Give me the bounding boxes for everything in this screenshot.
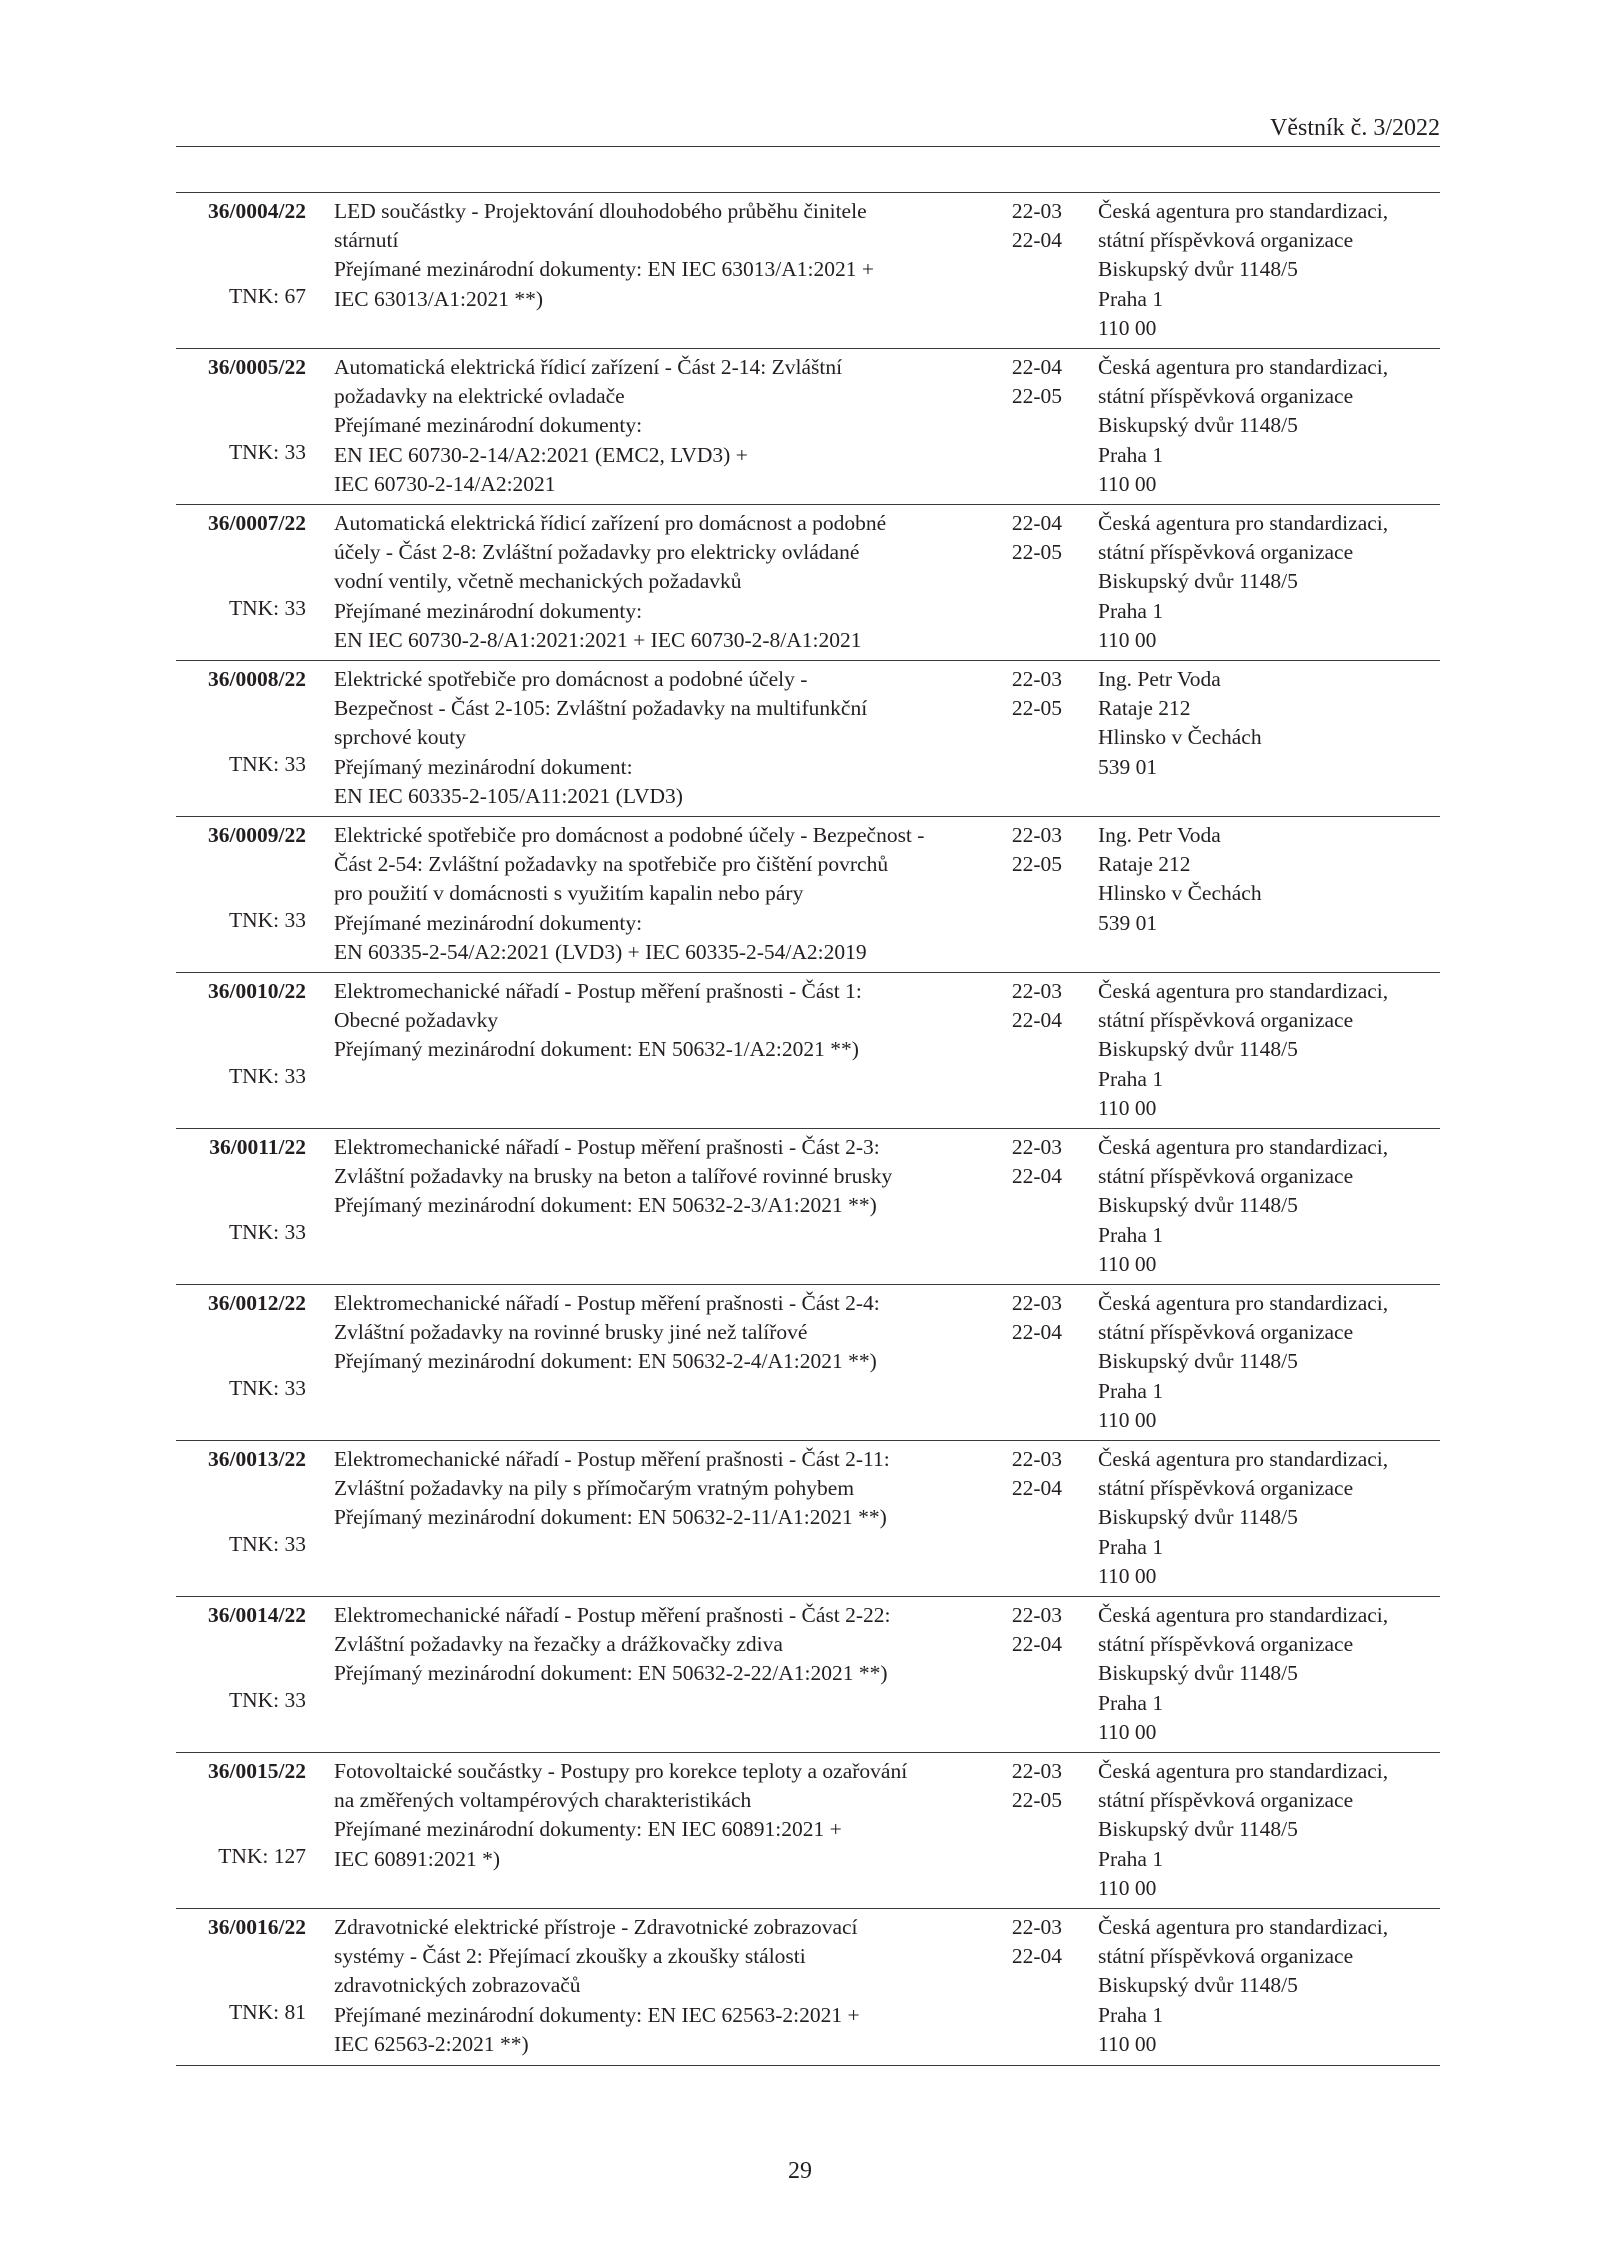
date-value: 22-03 <box>1011 1135 1062 1159</box>
date-value: 22-03 <box>1011 1291 1062 1315</box>
title-line: Přejímané mezinárodní dokumenty: <box>334 598 643 623</box>
contact-address <box>1098 1289 1440 1435</box>
standard-title <box>334 1445 1014 1533</box>
contact-line: Česká agentura pro standardizaci, <box>1098 1291 1389 1315</box>
contact-line: Česká agentura pro standardizaci, <box>1098 979 1389 1003</box>
dates-cell <box>1000 1757 1062 1815</box>
contact-line: Česká agentura pro standardizaci, <box>1098 1603 1389 1627</box>
table-row <box>176 661 1440 817</box>
title-line: Přejímaný mezinárodní dokument: <box>334 754 633 779</box>
title-line: Zvláštní požadavky na řezačky a drážkovačky zdiva <box>334 1632 783 1657</box>
date-value: 22-05 <box>1011 384 1062 409</box>
contact-line: Česká agentura pro standardizaci, <box>1098 1447 1389 1471</box>
contact-line: Praha 1 <box>1098 1066 1164 1091</box>
table-row <box>176 1909 1440 2066</box>
title-line: Přejímané mezinárodní dokumenty: <box>334 413 643 438</box>
contact-line: 110 00 <box>1098 1251 1157 1276</box>
standard-title <box>334 509 1014 655</box>
notice-number: 36/0004/22 <box>208 199 306 223</box>
title-line: EN 60335-2-54/A2:2021 (LVD3) + IEC 60335-2-54/A2:2019 <box>334 939 867 964</box>
date-value: 22-04 <box>1011 355 1062 379</box>
table-row <box>176 1441 1440 1597</box>
contact-line: Biskupský dvůr 1148/5 <box>1098 1037 1298 1062</box>
standard-title <box>334 1913 1014 2059</box>
standard-title <box>334 821 1014 967</box>
date-value: 22-04 <box>1011 1164 1062 1189</box>
contact-line: Praha 1 <box>1098 2002 1164 2027</box>
table-row <box>176 973 1440 1129</box>
contact-line: Česká agentura pro standardizaci, <box>1098 1759 1389 1783</box>
title-line: Elektromechanické nářadí - Postup měření prašnosti - Část 2-4: <box>334 1291 880 1315</box>
notice-number: 36/0008/22 <box>208 667 306 691</box>
date-value: 22-03 <box>1011 199 1062 223</box>
title-line: zdravotnických zobrazovačů <box>334 1973 581 1998</box>
contact-address <box>1098 1601 1440 1747</box>
tnk-label: TNK: 33 <box>228 752 306 776</box>
contact-line: Praha 1 <box>1098 286 1164 311</box>
standard-title <box>334 1133 1014 1221</box>
tnk-label: TNK: 33 <box>228 1688 306 1712</box>
contact-line: Biskupský dvůr 1148/5 <box>1098 1661 1298 1686</box>
date-value: 22-04 <box>1011 1008 1062 1033</box>
dates-cell <box>1000 1133 1062 1191</box>
title-line: IEC 63013/A1:2021 **) <box>334 286 544 311</box>
date-value: 22-05 <box>1011 696 1062 721</box>
dates-cell <box>1000 1289 1062 1347</box>
contact-line: 539 01 <box>1098 754 1158 779</box>
contact-line: 539 01 <box>1098 910 1158 935</box>
title-line: Elektrické spotřebiče pro domácnost a podobné účely - <box>334 667 808 691</box>
date-value: 22-03 <box>1011 979 1062 1003</box>
contact-address <box>1098 353 1440 499</box>
title-line: pro použití v domácnosti s využitím kapalin nebo páry <box>334 881 804 906</box>
title-line: EN IEC 60730-2-8/A1:2021:2021 + IEC 60730-2-8/A1:2021 <box>334 627 862 652</box>
date-value: 22-04 <box>1011 511 1062 535</box>
contact-line: Česká agentura pro standardizaci, <box>1098 1135 1389 1159</box>
contact-line: státní příspěvková organizace <box>1098 1008 1354 1033</box>
contact-line: 110 00 <box>1098 1095 1157 1120</box>
title-line: LED součástky - Projektování dlouhodobého průběhu činitele <box>334 199 867 223</box>
title-line: systémy - Část 2: Přejímací zkoušky a zkoušky stálosti <box>334 1944 806 1969</box>
contact-address <box>1098 1913 1440 2059</box>
table-row <box>176 1129 1440 1285</box>
standard-title <box>334 1289 1014 1377</box>
title-line: požadavky na elektrické ovladače <box>334 384 625 409</box>
dates-cell <box>1000 1601 1062 1659</box>
dates-cell <box>1000 509 1062 567</box>
contact-line: Ing. Petr Voda <box>1098 667 1221 691</box>
contact-line: Praha 1 <box>1098 598 1164 623</box>
contact-line: Biskupský dvůr 1148/5 <box>1098 1349 1298 1374</box>
contact-address <box>1098 821 1440 938</box>
contact-line: Praha 1 <box>1098 1846 1164 1871</box>
title-line: Přejímané mezinárodní dokumenty: EN IEC 63013/A1:2021 + <box>334 257 874 282</box>
contact-line: státní příspěvková organizace <box>1098 1788 1354 1813</box>
title-line: EN IEC 60335-2-105/A11:2021 (LVD3) <box>334 783 683 808</box>
table-row <box>176 1753 1440 1909</box>
page-number: 29 <box>788 2158 812 2184</box>
bulletin-title: Věstník č. 3/2022 <box>1270 115 1440 141</box>
tnk-label: TNK: 33 <box>228 1376 306 1400</box>
table-row <box>176 193 1440 349</box>
date-value: 22-05 <box>1011 852 1062 877</box>
table-row <box>176 1597 1440 1753</box>
title-line: vodní ventily, včetně mechanických požadavků <box>334 569 742 594</box>
contact-line: Biskupský dvůr 1148/5 <box>1098 413 1298 438</box>
contact-line: Biskupský dvůr 1148/5 <box>1098 1193 1298 1218</box>
notice-number: 36/0011/22 <box>209 1135 306 1159</box>
title-line: Fotovoltaické součástky - Postupy pro korekce teploty a ozařování <box>334 1759 908 1783</box>
tnk-label: TNK: 33 <box>228 596 306 620</box>
contact-line: Hlinsko v Čechách <box>1098 881 1262 906</box>
date-value: 22-03 <box>1011 1759 1062 1783</box>
title-line: Přejímané mezinárodní dokumenty: EN IEC 62563-2:2021 + <box>334 2002 860 2027</box>
notice-number: 36/0014/22 <box>208 1603 306 1627</box>
contact-line: Hlinsko v Čechách <box>1098 725 1262 750</box>
date-value: 22-03 <box>1011 1915 1062 1939</box>
title-line: Elektromechanické nářadí - Postup měření prašnosti - Část 2-22: <box>334 1603 891 1627</box>
standards-table <box>176 192 1440 2066</box>
title-line: Obecné požadavky <box>334 1008 499 1033</box>
contact-line: Praha 1 <box>1098 1690 1164 1715</box>
notice-number: 36/0015/22 <box>208 1759 306 1783</box>
title-line: Elektromechanické nářadí - Postup měření prašnosti - Část 2-3: <box>334 1135 880 1159</box>
contact-line: 110 00 <box>1098 471 1157 496</box>
contact-line: 110 00 <box>1098 627 1157 652</box>
date-value: 22-04 <box>1011 1944 1062 1969</box>
title-line: na změřených voltampérových charakteristikách <box>334 1788 752 1813</box>
contact-line: státní příspěvková organizace <box>1098 384 1354 409</box>
date-value: 22-04 <box>1011 228 1062 253</box>
table-row <box>176 505 1440 661</box>
table-row <box>176 1285 1440 1441</box>
contact-address <box>1098 665 1440 782</box>
title-line: Elektromechanické nářadí - Postup měření prašnosti - Část 2-11: <box>334 1447 890 1471</box>
contact-line: Praha 1 <box>1098 442 1164 467</box>
contact-line: státní příspěvková organizace <box>1098 1476 1354 1501</box>
table-row <box>176 349 1440 505</box>
dates-cell <box>1000 977 1062 1035</box>
date-value: 22-03 <box>1011 1603 1062 1627</box>
tnk-label: TNK: 33 <box>228 908 306 932</box>
contact-line: Biskupský dvůr 1148/5 <box>1098 1973 1298 1998</box>
tnk-label: TNK: 67 <box>228 284 306 308</box>
title-line: Bezpečnost - Část 2-105: Zvláštní požadavky na multifunkční <box>334 696 868 721</box>
title-line: Přejímaný mezinárodní dokument: EN 50632-2-11/A1:2021 **) <box>334 1505 887 1530</box>
contact-line: Biskupský dvůr 1148/5 <box>1098 257 1298 282</box>
title-line: Automatická elektrická řídicí zařízení pro domácnost a podobné <box>334 511 887 535</box>
title-line: stárnutí <box>334 228 399 253</box>
notice-number: 36/0007/22 <box>208 511 306 535</box>
contact-line: Praha 1 <box>1098 1378 1164 1403</box>
title-line: sprchové kouty <box>334 725 466 750</box>
contact-address <box>1098 977 1440 1123</box>
contact-line: státní příspěvková organizace <box>1098 1320 1354 1345</box>
title-line: IEC 60730-2-14/A2:2021 <box>334 471 556 496</box>
tnk-label: TNK: 127 <box>218 1844 306 1868</box>
notice-number: 36/0013/22 <box>208 1447 306 1471</box>
tnk-label: TNK: 33 <box>228 1532 306 1556</box>
title-line: účely - Část 2-8: Zvláštní požadavky pro elektricky ovládané <box>334 540 860 565</box>
title-line: Přejímaný mezinárodní dokument: EN 50632-2-4/A1:2021 **) <box>334 1349 877 1374</box>
notice-number: 36/0009/22 <box>208 823 306 847</box>
notice-number: 36/0010/22 <box>208 979 306 1003</box>
contact-line: Česká agentura pro standardizaci, <box>1098 1915 1389 1939</box>
title-line: Zvláštní požadavky na brusky na beton a talířové rovinné brusky <box>334 1164 893 1189</box>
contact-address <box>1098 1757 1440 1903</box>
contact-line: Ing. Petr Voda <box>1098 823 1221 847</box>
title-line: Zdravotnické elektrické přístroje - Zdravotnické zobrazovací <box>334 1915 858 1939</box>
title-line: Přejímané mezinárodní dokumenty: <box>334 910 643 935</box>
contact-line: státní příspěvková organizace <box>1098 1632 1354 1657</box>
dates-cell <box>1000 353 1062 411</box>
standard-title <box>334 977 1014 1065</box>
contact-line: státní příspěvková organizace <box>1098 540 1354 565</box>
date-value: 22-03 <box>1011 1447 1062 1471</box>
table-row <box>176 817 1440 973</box>
date-value: 22-04 <box>1011 1632 1062 1657</box>
contact-address <box>1098 509 1440 655</box>
date-value: 22-04 <box>1011 1476 1062 1501</box>
notice-number: 36/0005/22 <box>208 355 306 379</box>
standard-title <box>334 665 1014 811</box>
contact-address <box>1098 197 1440 343</box>
contact-address <box>1098 1445 1440 1591</box>
contact-line: Česká agentura pro standardizaci, <box>1098 199 1389 223</box>
contact-line: státní příspěvková organizace <box>1098 1164 1354 1189</box>
contact-line: 110 00 <box>1098 315 1157 340</box>
title-line: Zvláštní požadavky na rovinné brusky jiné než talířové <box>334 1320 808 1345</box>
contact-line: Biskupský dvůr 1148/5 <box>1098 1817 1298 1842</box>
dates-cell <box>1000 197 1062 255</box>
title-line: EN IEC 60730-2-14/A2:2021 (EMC2, LVD3) + <box>334 442 748 467</box>
date-value: 22-03 <box>1011 823 1062 847</box>
contact-line: státní příspěvková organizace <box>1098 228 1354 253</box>
contact-line: 110 00 <box>1098 1719 1157 1744</box>
title-line: Přejímaný mezinárodní dokument: EN 50632-2-3/A1:2021 **) <box>334 1193 877 1218</box>
contact-line: státní příspěvková organizace <box>1098 1944 1354 1969</box>
standard-title <box>334 197 1014 314</box>
contact-line: 110 00 <box>1098 1875 1157 1900</box>
dates-cell <box>1000 1445 1062 1503</box>
date-value: 22-04 <box>1011 1320 1062 1345</box>
tnk-label: TNK: 33 <box>228 1220 306 1244</box>
contact-line: 110 00 <box>1098 1563 1157 1588</box>
contact-line: Česká agentura pro standardizaci, <box>1098 355 1389 379</box>
contact-line: Rataje 212 <box>1098 696 1191 721</box>
contact-line: Praha 1 <box>1098 1222 1164 1247</box>
notice-number: 36/0016/22 <box>208 1915 306 1939</box>
contact-line: Biskupský dvůr 1148/5 <box>1098 569 1298 594</box>
tnk-label: TNK: 81 <box>228 2000 306 2024</box>
title-line: Část 2-54: Zvláštní požadavky na spotřebiče pro čištění povrchů <box>334 852 889 877</box>
title-line: IEC 60891:2021 *) <box>334 1846 501 1871</box>
title-line: Automatická elektrická řídicí zařízení - Část 2-14: Zvláštní <box>334 355 843 379</box>
contact-line: Biskupský dvůr 1148/5 <box>1098 1505 1298 1530</box>
date-value: 22-05 <box>1011 540 1062 565</box>
title-line: Elektrické spotřebiče pro domácnost a podobné účely - Bezpečnost - <box>334 823 925 847</box>
page-header <box>176 110 1440 147</box>
title-line: Přejímaný mezinárodní dokument: EN 50632-1/A2:2021 **) <box>334 1037 859 1062</box>
contact-line: Rataje 212 <box>1098 852 1191 877</box>
standard-title <box>334 353 1014 499</box>
date-value: 22-03 <box>1011 667 1062 691</box>
standard-title <box>334 1601 1014 1689</box>
contact-line: Česká agentura pro standardizaci, <box>1098 511 1389 535</box>
dates-cell <box>1000 1913 1062 1971</box>
dates-cell <box>1000 665 1062 723</box>
contact-line: 110 00 <box>1098 2031 1157 2056</box>
tnk-label: TNK: 33 <box>228 440 306 464</box>
title-line: IEC 62563-2:2021 **) <box>334 2031 529 2056</box>
date-value: 22-05 <box>1011 1788 1062 1813</box>
tnk-label: TNK: 33 <box>228 1064 306 1088</box>
title-line: Přejímaný mezinárodní dokument: EN 50632-2-22/A1:2021 **) <box>334 1661 888 1686</box>
title-line: Elektromechanické nářadí - Postup měření prašnosti - Část 1: <box>334 979 862 1003</box>
contact-address <box>1098 1133 1440 1279</box>
standard-title <box>334 1757 1014 1874</box>
notice-number: 36/0012/22 <box>208 1291 306 1315</box>
title-line: Zvláštní požadavky na pily s přímočarým vratným pohybem <box>334 1476 855 1501</box>
contact-line: 110 00 <box>1098 1407 1157 1432</box>
contact-line: Praha 1 <box>1098 1534 1164 1559</box>
title-line: Přejímané mezinárodní dokumenty: EN IEC 60891:2021 + <box>334 1817 842 1842</box>
dates-cell <box>1000 821 1062 879</box>
